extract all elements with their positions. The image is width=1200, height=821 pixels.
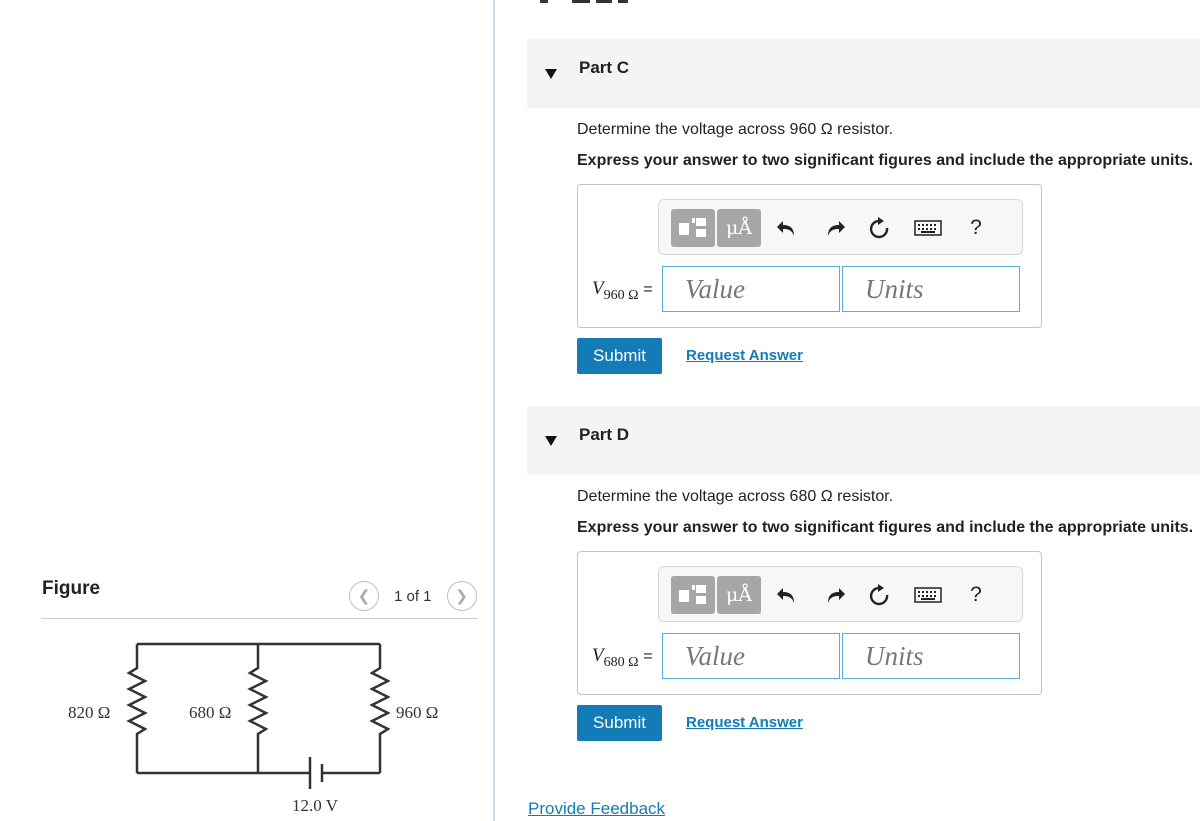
- part-d-request-answer-link[interactable]: Request Answer: [686, 714, 803, 731]
- part-c-submit-button[interactable]: Submit: [577, 338, 662, 374]
- part-c-request-answer-link[interactable]: Request Answer: [686, 347, 803, 364]
- part-c-answer-box: [577, 184, 1042, 328]
- battery-label: 12.0 V: [292, 796, 338, 815]
- collapse-triangle-icon[interactable]: [545, 69, 557, 79]
- templates-icon[interactable]: [671, 576, 715, 614]
- figure-divider: [41, 618, 478, 619]
- figure-panel: [0, 0, 494, 821]
- part-d-toolbar: [658, 566, 1023, 622]
- previous-part-heading-fragment: [540, 0, 630, 4]
- part-c-title: Part C: [579, 58, 630, 77]
- reset-icon[interactable]: [867, 583, 891, 607]
- part-d-variable-label: $V_{680 \Omega}$ =: [592, 645, 653, 670]
- panel-divider: [493, 0, 495, 821]
- resistor-960-symbol: [372, 644, 388, 773]
- redo-icon[interactable]: [823, 583, 847, 607]
- part-c-variable-label: $V_{960 \Omega}$ =: [592, 278, 653, 303]
- part-d-units-input[interactable]: [842, 633, 1020, 679]
- resistor-820-symbol: [129, 644, 145, 773]
- chevron-right-icon[interactable]: ❯: [447, 581, 477, 611]
- collapse-triangle-icon[interactable]: [545, 436, 557, 446]
- keyboard-icon[interactable]: [913, 583, 943, 607]
- part-d-answer-box: [577, 551, 1042, 695]
- undo-icon[interactable]: [775, 583, 799, 607]
- undo-icon[interactable]: [775, 216, 799, 240]
- resistor-680-label: 680 Ω: [189, 703, 232, 722]
- part-d-submit-button[interactable]: Submit: [577, 705, 662, 741]
- units-icon[interactable]: μÅ: [717, 209, 761, 247]
- pager-text: 1 of 1: [394, 587, 432, 605]
- help-icon[interactable]: ?: [970, 216, 982, 239]
- provide-feedback-link[interactable]: Provide Feedback: [528, 799, 666, 818]
- keyboard-icon[interactable]: [913, 216, 943, 240]
- part-c-toolbar: [658, 199, 1023, 255]
- part-c-header[interactable]: [527, 39, 1200, 108]
- resistor-680-symbol: [250, 644, 266, 773]
- resistor-820-label: 820 Ω: [68, 703, 111, 722]
- templates-icon[interactable]: [671, 209, 715, 247]
- reset-icon[interactable]: [867, 216, 891, 240]
- part-d-header[interactable]: [527, 406, 1200, 475]
- figure-label: Figure: [42, 578, 101, 599]
- figure-pager: [349, 581, 477, 611]
- part-d-instruction: Express your answer to two significant figures and include the appropriate units.: [577, 519, 1194, 536]
- part-d-value-input[interactable]: [662, 633, 840, 679]
- part-c-value-input[interactable]: [662, 266, 840, 312]
- units-icon[interactable]: μÅ: [717, 576, 761, 614]
- part-d-prompt: Determine the voltage across 680 Ω resistor.: [577, 488, 894, 505]
- part-c-units-input[interactable]: [842, 266, 1020, 312]
- circuit-diagram: [40, 630, 490, 821]
- redo-icon[interactable]: [823, 216, 847, 240]
- part-c-prompt: Determine the voltage across 960 Ω resistor.: [577, 121, 894, 138]
- part-c-instruction: Express your answer to two significant figures and include the appropriate units.: [577, 152, 1194, 169]
- help-icon[interactable]: ?: [970, 583, 982, 606]
- part-d-title: Part D: [579, 425, 630, 444]
- resistor-960-label: 960 Ω: [396, 703, 439, 722]
- chevron-left-icon[interactable]: ❮: [349, 581, 379, 611]
